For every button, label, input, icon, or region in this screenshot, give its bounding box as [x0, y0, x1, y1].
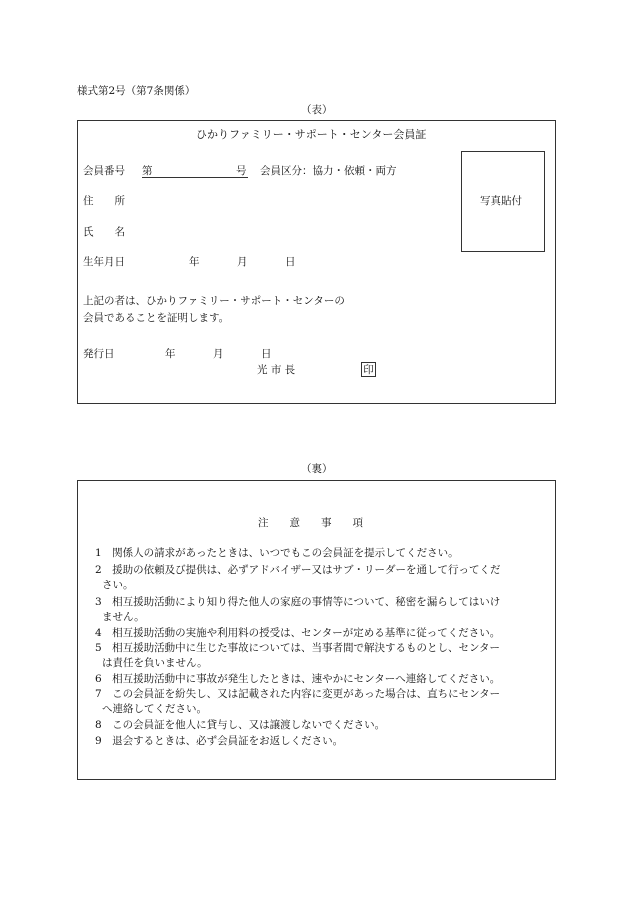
member-no-prefix: 第	[142, 165, 153, 177]
birth-year: 年	[189, 256, 200, 268]
member-type: 会員区分：協力・依頼・両方	[260, 165, 397, 177]
note-item-2: 2 援助の依頼及び提供は、必ずアドバイザー又はサブ・リーダーを通して行ってくだ	[95, 564, 501, 576]
note-item-5: 5 相互援助活動中に生じた事故については、当事者間で解決するものとし、センター	[95, 642, 501, 654]
note-item-2-cont: さい。	[102, 579, 134, 591]
note-item-7-cont: へ連絡してください。	[102, 703, 207, 715]
seal-stamp: 印	[361, 362, 376, 377]
note-item-5-cont: は責任を負いません。	[102, 657, 208, 669]
birth-day: 日	[285, 256, 296, 268]
card-title: ひかりファミリー・サポート・センター会員証	[196, 128, 427, 141]
address-label: 住 所	[83, 195, 125, 207]
issue-month: 月	[213, 348, 224, 360]
member-no-suffix: 号	[236, 165, 247, 177]
note-item-4: 4 相互援助活動の実施や利用料の授受は、センターが定める基準に従ってください。	[95, 627, 501, 639]
issue-day: 日	[261, 348, 272, 360]
front-heading: （表）	[301, 104, 333, 116]
notes-title: 注 意 事 項	[258, 517, 363, 529]
birth-month: 月	[237, 256, 248, 268]
cert-line-1: 上記の者は、ひかりファミリー・サポート・センターの	[83, 295, 345, 307]
note-item-6: 6 相互援助活動中に事故が発生したときは、速やかにセンターへ連絡してください。	[95, 673, 501, 685]
note-item-7: 7 この会員証を紛失し、又は記載された内容に変更があった場合は、直ちにセンター	[95, 688, 501, 700]
note-item-3-cont: ません。	[102, 611, 145, 623]
note-item-3: 3 相互援助活動により知り得た他人の家庭の事情等について、秘密を漏らしてはいけ	[95, 596, 501, 608]
cert-line-2: 会員であることを証明します。	[83, 312, 230, 324]
issue-label: 発行日	[83, 348, 115, 360]
note-item-9: 9 退会するときは、必ず会員証をお返しください。	[95, 735, 344, 747]
back-heading: （裏）	[301, 463, 333, 475]
note-item-1: 1 関係人の請求があったときは、いつでもこの会員証を提示してください。	[95, 547, 459, 559]
photo-label: 写真貼付	[480, 195, 522, 207]
birth-label: 生年月日	[83, 256, 125, 268]
member-no-label: 会員番号	[83, 165, 125, 177]
mayor-title: 光 市 長	[257, 364, 296, 376]
form-label: 様式第2号（第7条関係）	[77, 85, 196, 97]
name-label: 氏 名	[83, 226, 125, 238]
member-no-underline	[142, 177, 248, 178]
issue-year: 年	[165, 348, 176, 360]
note-item-8: 8 この会員証を他人に貸与し、又は譲渡しないでください。	[95, 719, 386, 731]
